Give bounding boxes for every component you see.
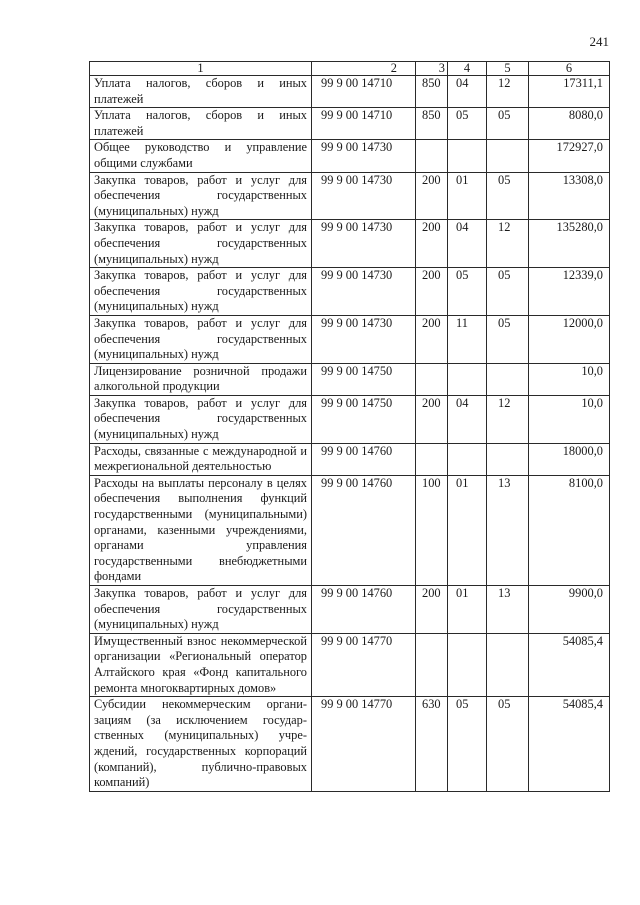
cell-subsection xyxy=(487,140,529,172)
cell-subsection: 13 xyxy=(487,586,529,634)
cell-amount: 9900,0 xyxy=(529,586,610,634)
cell-name: Субсидии некоммерческим организациям (за исключением государственных (муниципальных) учреждений, государственных корпораций (компаний), публично-правовых компаний) xyxy=(90,697,312,792)
cell-subsection: 12 xyxy=(487,76,529,108)
table-row xyxy=(90,363,610,395)
cell-amount: 172927,0 xyxy=(529,140,610,172)
table-row xyxy=(90,475,610,585)
cell-name: Расходы на выплаты персоналу в целях обеспечения выполнения функций государственными (муниципальными) органами, казенными учреждениями, органами управления государственными внебюджетными фондами xyxy=(90,475,312,585)
cell-section: 05 xyxy=(448,108,487,140)
table-row xyxy=(90,268,610,316)
cell-expense-type: 850 xyxy=(416,108,448,140)
cell-amount: 12339,0 xyxy=(529,268,610,316)
table-row xyxy=(90,395,610,443)
cell-target-code: 99 9 00 14770 xyxy=(312,697,416,792)
cell-amount: 8100,0 xyxy=(529,475,610,585)
cell-amount: 10,0 xyxy=(529,395,610,443)
cell-expense-type xyxy=(416,633,448,696)
cell-target-code: 99 9 00 14730 xyxy=(312,315,416,363)
cell-target-code: 99 9 00 14710 xyxy=(312,108,416,140)
cell-amount: 10,0 xyxy=(529,363,610,395)
page-number: 241 xyxy=(589,34,609,49)
cell-expense-type xyxy=(416,443,448,475)
cell-name: Закупка товаров, работ и услуг для обеспечения государственных (муниципальных) нужд xyxy=(90,395,312,443)
header-col-6: 6 xyxy=(529,62,610,76)
cell-section xyxy=(448,140,487,172)
cell-expense-type: 200 xyxy=(416,395,448,443)
cell-subsection: 05 xyxy=(487,108,529,140)
cell-amount: 135280,0 xyxy=(529,220,610,268)
cell-subsection: 05 xyxy=(487,315,529,363)
cell-subsection xyxy=(487,633,529,696)
cell-expense-type: 200 xyxy=(416,268,448,316)
header-col-5: 5 xyxy=(487,62,529,76)
header-col-2: 2 xyxy=(312,62,416,76)
cell-name: Закупка товаров, работ и услуг для обеспечения государственных (муниципальных) нужд xyxy=(90,586,312,634)
cell-section: 01 xyxy=(448,172,487,220)
table-row xyxy=(90,108,610,140)
table-body xyxy=(90,76,610,792)
cell-expense-type: 200 xyxy=(416,315,448,363)
cell-amount: 17311,1 xyxy=(529,76,610,108)
cell-name: Расходы, связанные с международной и межрегиональной деятельностью xyxy=(90,443,312,475)
cell-section: 04 xyxy=(448,220,487,268)
cell-section: 01 xyxy=(448,475,487,585)
cell-subsection: 12 xyxy=(487,395,529,443)
cell-amount: 54085,4 xyxy=(529,697,610,792)
header-col-4: 4 xyxy=(448,62,487,76)
cell-expense-type: 200 xyxy=(416,220,448,268)
cell-target-code: 99 9 00 14730 xyxy=(312,140,416,172)
table-row xyxy=(90,172,610,220)
cell-name: Имущественный взнос некоммерческой организации «Региональный оператор Алтайского края «Фонд капитального ремонта многоквартирных домов» xyxy=(90,633,312,696)
cell-target-code: 99 9 00 14730 xyxy=(312,220,416,268)
cell-expense-type xyxy=(416,363,448,395)
cell-name: Закупка товаров, работ и услуг для обеспечения государственных (муниципальных) нужд xyxy=(90,315,312,363)
table-row xyxy=(90,443,610,475)
cell-section: 11 xyxy=(448,315,487,363)
cell-section xyxy=(448,363,487,395)
cell-name: Уплата налогов, сборов и иных платежей xyxy=(90,76,312,108)
table-row xyxy=(90,633,610,696)
header-col-3: 3 xyxy=(416,62,448,76)
cell-name: Закупка товаров, работ и услуг для обеспечения государственных (муниципальных) нужд xyxy=(90,172,312,220)
cell-subsection xyxy=(487,443,529,475)
table-header xyxy=(90,62,610,76)
cell-target-code: 99 9 00 14750 xyxy=(312,395,416,443)
cell-section xyxy=(448,633,487,696)
cell-target-code: 99 9 00 14760 xyxy=(312,475,416,585)
budget-table xyxy=(89,61,610,792)
cell-section: 05 xyxy=(448,697,487,792)
table-row xyxy=(90,76,610,108)
cell-subsection: 05 xyxy=(487,697,529,792)
cell-expense-type: 630 xyxy=(416,697,448,792)
cell-subsection: 05 xyxy=(487,268,529,316)
cell-amount: 13308,0 xyxy=(529,172,610,220)
cell-amount: 54085,4 xyxy=(529,633,610,696)
cell-amount: 18000,0 xyxy=(529,443,610,475)
cell-expense-type: 200 xyxy=(416,586,448,634)
table-row xyxy=(90,140,610,172)
cell-name: Уплата налогов, сборов и иных платежей xyxy=(90,108,312,140)
header-col-1: 1 xyxy=(90,62,312,76)
cell-section: 05 xyxy=(448,268,487,316)
cell-target-code: 99 9 00 14760 xyxy=(312,586,416,634)
cell-amount: 12000,0 xyxy=(529,315,610,363)
cell-subsection: 12 xyxy=(487,220,529,268)
cell-expense-type: 850 xyxy=(416,76,448,108)
cell-name: Закупка товаров, работ и услуг для обеспечения государственных (муниципальных) нужд xyxy=(90,268,312,316)
cell-expense-type: 100 xyxy=(416,475,448,585)
cell-target-code: 99 9 00 14760 xyxy=(312,443,416,475)
table-row xyxy=(90,220,610,268)
cell-name: Закупка товаров, работ и услуг для обеспечения государственных (муниципальных) нужд xyxy=(90,220,312,268)
cell-section: 01 xyxy=(448,586,487,634)
cell-target-code: 99 9 00 14770 xyxy=(312,633,416,696)
cell-name: Общее руководство и управление общими службами xyxy=(90,140,312,172)
table-row xyxy=(90,697,610,792)
table-row xyxy=(90,315,610,363)
table-row xyxy=(90,586,610,634)
header-row xyxy=(90,62,610,76)
cell-subsection: 05 xyxy=(487,172,529,220)
cell-target-code: 99 9 00 14750 xyxy=(312,363,416,395)
cell-name: Лицензирование розничной продажи алкогольной продукции xyxy=(90,363,312,395)
cell-target-code: 99 9 00 14730 xyxy=(312,268,416,316)
cell-section: 04 xyxy=(448,395,487,443)
cell-target-code: 99 9 00 14730 xyxy=(312,172,416,220)
cell-target-code: 99 9 00 14710 xyxy=(312,76,416,108)
cell-subsection xyxy=(487,363,529,395)
cell-section: 04 xyxy=(448,76,487,108)
cell-subsection: 13 xyxy=(487,475,529,585)
cell-section xyxy=(448,443,487,475)
cell-expense-type xyxy=(416,140,448,172)
cell-amount: 8080,0 xyxy=(529,108,610,140)
cell-expense-type: 200 xyxy=(416,172,448,220)
